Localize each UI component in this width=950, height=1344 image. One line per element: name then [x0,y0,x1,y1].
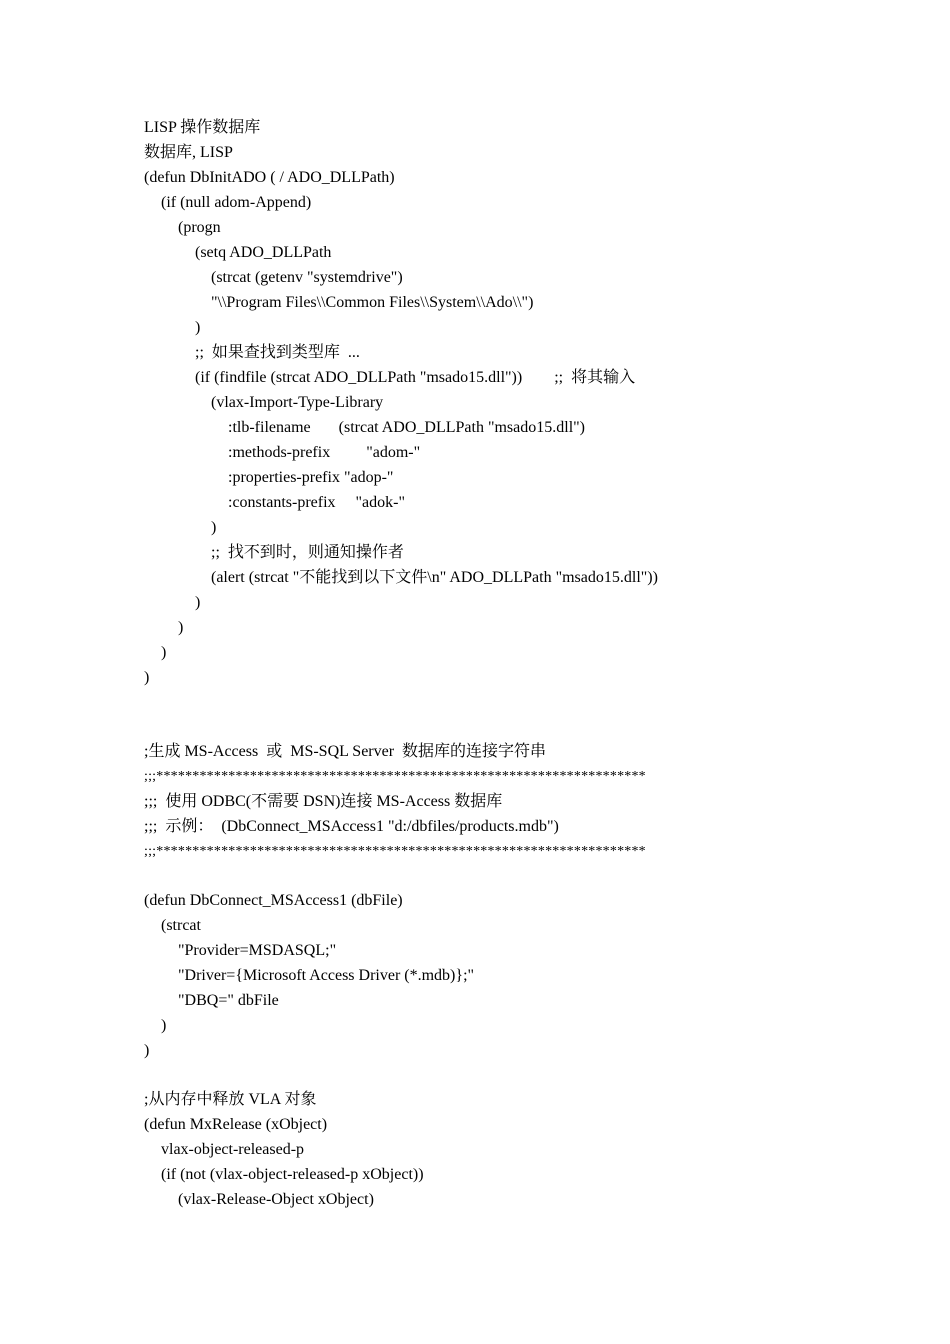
code-line: (defun MxRelease (xObject) [144,1116,328,1133]
section-comment: ;生成 MS-Access 或 MS-SQL Server 数据库的连接字符串 [144,743,547,760]
code-comment: ;; 如果查找到类型库 ... [195,344,360,361]
code-line: "Driver={Microsoft Access Driver (*.mdb)};" [178,967,475,984]
code-line: :methods-prefix "adom-" [228,444,421,461]
code-line: (strcat [161,917,201,934]
code-line: (alert (strcat "不能找到以下文件\n" ADO_DLLPath "msado15.dll")) [211,569,658,586]
code-line: (if (findfile (strcat ADO_DLLPath "msado15.dll")) ;; 将其输入 [195,369,636,386]
code-line: :properties-prefix "adop-" [228,469,394,486]
code-line: (progn [178,219,221,236]
code-line: :tlb-filename (strcat ADO_DLLPath "msado15.dll") [228,419,585,436]
code-line: ) [144,669,150,686]
code-line: "Provider=MSDASQL;" [178,942,337,959]
code-line: ) [144,1042,150,1059]
comment-separator: ;;;******************************************************************** [144,844,646,859]
code-line: (strcat (getenv "systemdrive") [211,269,403,286]
code-comment: ;;; 使用 ODBC(不需要 DSN)连接 MS-Access 数据库 [144,793,503,810]
code-line: :constants-prefix "adok-" [228,494,406,511]
section-comment: ;从内存中释放 VLA 对象 [144,1091,317,1108]
code-line: (defun DbInitADO ( / ADO_DLLPath) [144,169,395,186]
code-line: (vlax-Release-Object xObject) [178,1191,374,1208]
code-line: ) [195,594,201,611]
code-line: ) [211,519,217,536]
code-line: (defun DbConnect_MSAccess1 (dbFile) [144,892,403,909]
code-comment: ;; 找不到时，则通知操作者 [211,544,404,561]
code-line: "DBQ=" dbFile [178,992,279,1009]
code-line: (if (null adom-Append) [161,194,312,211]
code-line: (vlax-Import-Type-Library [211,394,384,411]
code-line: (if (not (vlax-object-released-p xObject)) [161,1166,424,1183]
doc-title: LISP 操作数据库 [144,119,261,136]
doc-keywords: 数据库, LISP [144,144,233,161]
code-line: ) [195,319,201,336]
code-comment: ;;; 示例： (DbConnect_MSAccess1 "d:/dbfiles/products.mdb") [144,818,559,835]
code-line: ) [161,1017,167,1034]
code-line: vlax-object-released-p [161,1141,305,1158]
comment-separator: ;;;******************************************************************** [144,769,646,784]
code-line: ) [178,619,184,636]
code-line: (setq ADO_DLLPath [195,244,332,261]
code-line: "\\Program Files\\Common Files\\System\\Ado\\") [211,294,534,311]
code-line: ) [161,644,167,661]
